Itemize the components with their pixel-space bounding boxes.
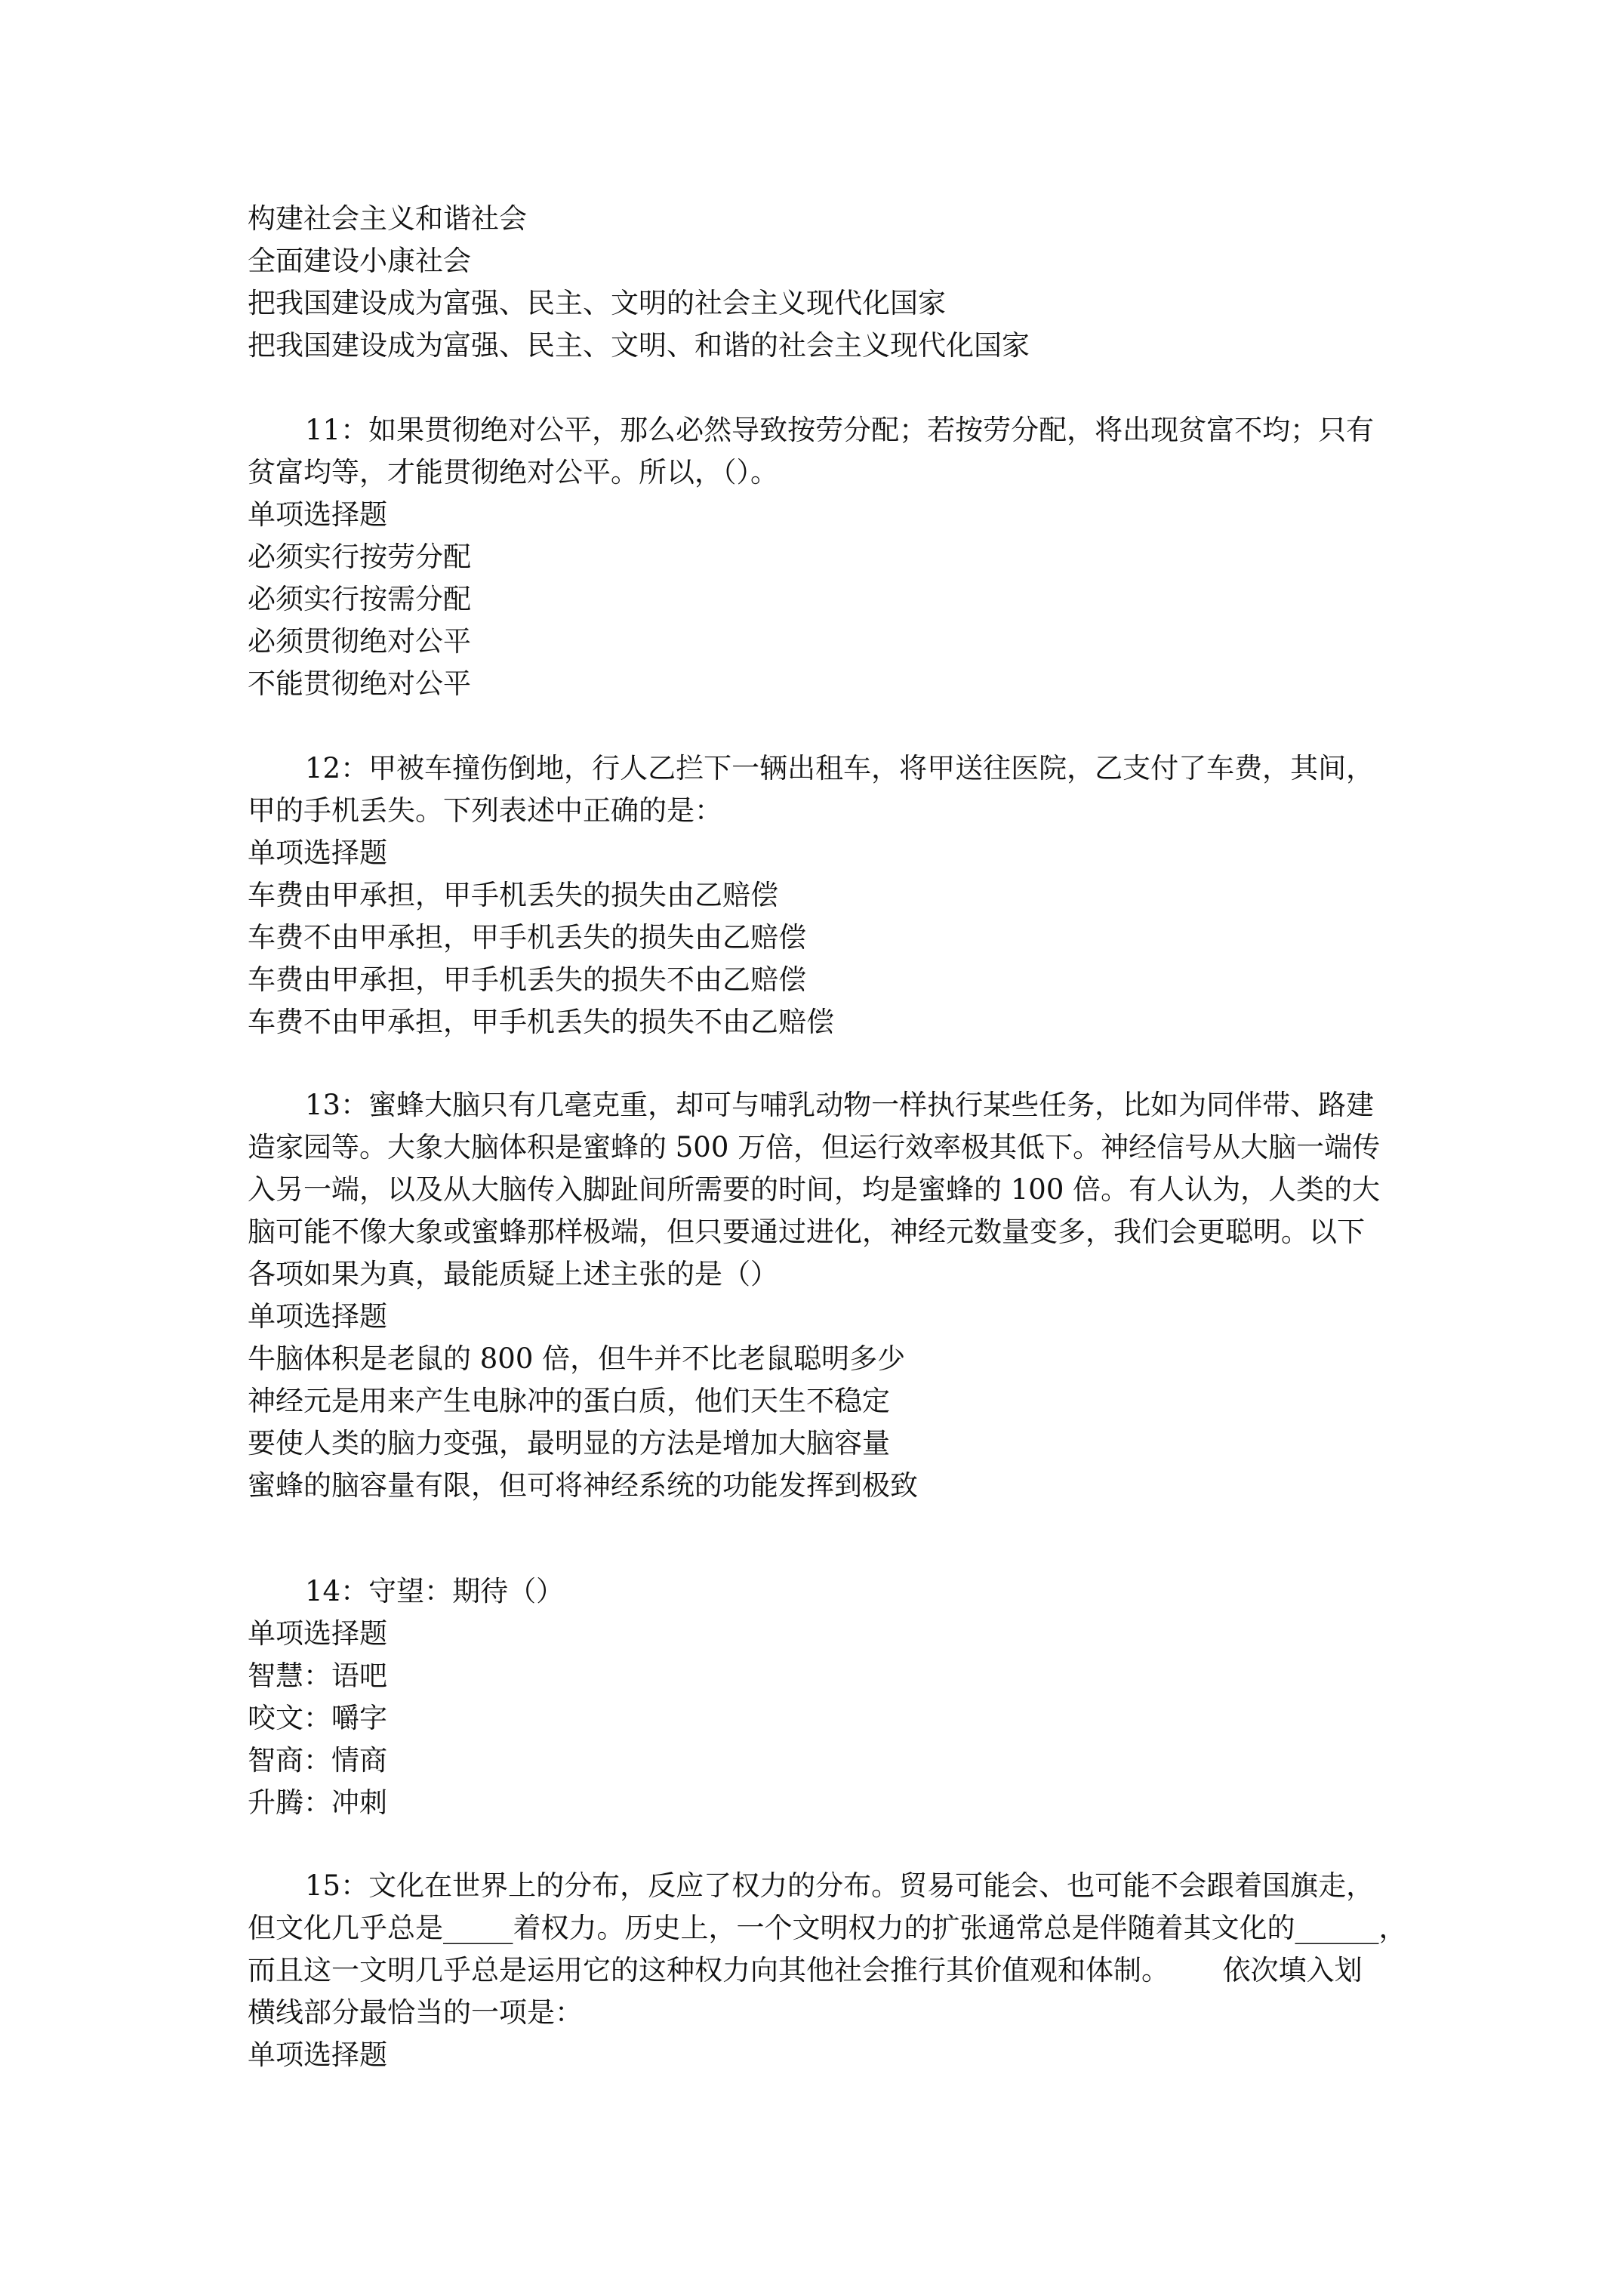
option-line: 车费不由甲承担，甲手机丢失的损失不由乙赔偿 xyxy=(248,1006,834,1038)
question-stem: 13：蜜蜂大脑只有几毫克重，却可与哺乳动物一样执行某些任务，比如为同伴带、路建 xyxy=(305,1089,1375,1121)
question-stem: 造家园等。大象大脑体积是蜜蜂的 500 万倍，但运行效率极其低下。神经信号从大脑一端传 xyxy=(248,1131,1381,1163)
question-type: 单项选择题 xyxy=(248,498,387,531)
question-stem: 12：甲被车撞伤倒地，行人乙拦下一辆出租车，将甲送往医院，乙支付了车费，其间， xyxy=(305,752,1375,784)
option-line: 构建社会主义和谐社会 xyxy=(248,202,527,235)
option-line: 必须实行按劳分配 xyxy=(248,541,471,573)
question-stem: 15：文化在世界上的分布，反应了权力的分布。贸易可能会、也可能不会跟着国旗走， xyxy=(305,1869,1375,1902)
option-line: 智慧：语吧 xyxy=(248,1660,387,1692)
option-line: 升腾：冲刺 xyxy=(248,1786,387,1819)
question-stem: 贫富均等，才能贯彻绝对公平。所以，（）。 xyxy=(248,456,778,488)
option-line: 把我国建设成为富强、民主、文明、和谐的社会主义现代化国家 xyxy=(248,329,1030,362)
option-line: 必须实行按需分配 xyxy=(248,583,471,615)
question-stem: 11：如果贯彻绝对公平，那么必然导致按劳分配；若按劳分配，将出现贫富不均；只有 xyxy=(305,414,1375,446)
option-line: 车费由甲承担，甲手机丢失的损失由乙赔偿 xyxy=(248,879,778,911)
question-stem: 甲的手机丢失。下列表述中正确的是： xyxy=(248,794,722,827)
question-stem: 而且这一文明几乎总是运用它的这种权力向其他社会推行其价值观和体制。 依次填入划 xyxy=(248,1954,1363,1986)
option-line: 车费不由甲承担，甲手机丢失的损失由乙赔偿 xyxy=(248,921,806,954)
option-line: 把我国建设成为富强、民主、文明的社会主义现代化国家 xyxy=(248,287,946,319)
option-line: 蜜蜂的脑容量有限，但可将神经系统的功能发挥到极致 xyxy=(248,1469,918,1502)
question-stem: 脑可能不像大象或蜜蜂那样极端，但只要通过进化，神经元数量变多，我们会更聪明。以下 xyxy=(248,1216,1365,1248)
option-line: 神经元是用来产生电脉冲的蛋白质，他们天生不稳定 xyxy=(248,1385,890,1417)
question-11 xyxy=(248,409,1395,705)
question-13 xyxy=(248,1084,1395,1507)
question-stem: 横线部分最恰当的一项是： xyxy=(248,1996,583,2029)
option-line: 全面建设小康社会 xyxy=(248,245,471,277)
question-12 xyxy=(248,747,1395,1043)
question-type: 单项选择题 xyxy=(248,2039,387,2071)
question-type: 单项选择题 xyxy=(248,837,387,869)
option-line: 智商：情商 xyxy=(248,1744,387,1777)
question-stem: 各项如果为真，最能质疑上述主张的是（） xyxy=(248,1258,778,1290)
question-15 xyxy=(248,1865,1407,2076)
option-line: 咬文：嚼字 xyxy=(248,1702,387,1734)
question-stem: 入另一端，以及从大脑传入脚趾间所需要的时间，均是蜜蜂的 100 倍。有人认为，人类的大 xyxy=(248,1173,1381,1206)
prev-question-options xyxy=(248,198,1395,367)
option-line: 要使人类的脑力变强，最明显的方法是增加大脑容量 xyxy=(248,1427,890,1459)
question-stem: 但文化几乎总是_____着权力。历史上，一个文明权力的扩张通常总是伴随着其文化的______， xyxy=(248,1912,1407,1944)
question-type: 单项选择题 xyxy=(248,1300,387,1333)
question-14 xyxy=(248,1570,1395,1824)
question-stem: 14：守望：期待（） xyxy=(305,1575,565,1607)
question-type: 单项选择题 xyxy=(248,1617,387,1650)
option-line: 不能贯彻绝对公平 xyxy=(248,667,471,700)
option-line: 必须贯彻绝对公平 xyxy=(248,625,471,658)
option-line: 牛脑体积是老鼠的 800 倍，但牛并不比老鼠聪明多少 xyxy=(248,1342,906,1375)
option-line: 车费由甲承担，甲手机丢失的损失不由乙赔偿 xyxy=(248,963,806,996)
